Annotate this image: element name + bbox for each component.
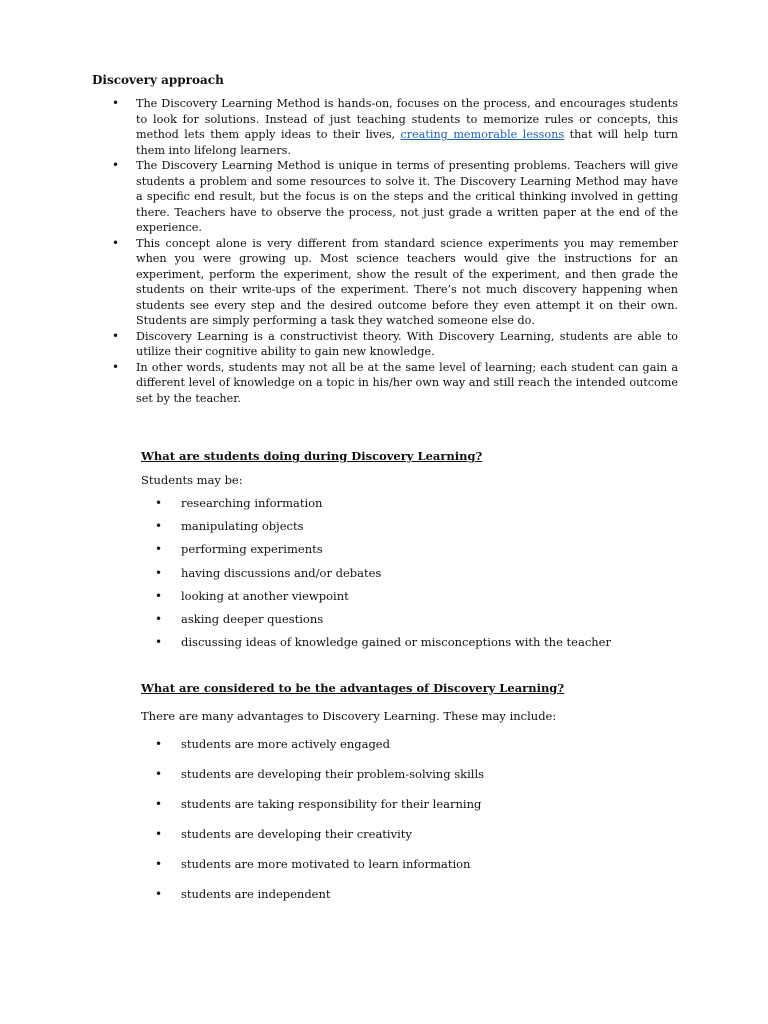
intro-bullet-3	[92, 236, 678, 329]
list-item	[141, 518, 681, 534]
list-item	[141, 826, 681, 842]
intro-bullet-1	[92, 96, 678, 158]
list-item	[141, 886, 681, 902]
intro-bullet-2	[92, 158, 678, 236]
list-item-text: students are independent	[181, 887, 331, 901]
section-students-doing	[141, 448, 681, 657]
creating-memorable-lessons-link[interactable]: creating memorable lessons	[400, 128, 565, 141]
list-item-text: discussing ideas of knowledge gained or misconceptions with the teacher	[181, 635, 611, 650]
advantages-list	[141, 736, 681, 902]
list-item	[141, 541, 681, 557]
bullet-icon: •	[155, 588, 163, 603]
intro-bullet-5	[92, 360, 678, 407]
list-item-text: looking at another viewpoint	[181, 588, 349, 603]
bullet-icon: •	[155, 827, 163, 841]
intro-bullet-list	[92, 96, 678, 406]
list-item	[141, 634, 681, 650]
intro-bullet-1-text-end: that will help turn them into lifelong learners.	[136, 128, 678, 157]
bullet-icon: •	[155, 857, 163, 871]
list-item	[141, 495, 681, 511]
page-title: Discovery approach	[92, 73, 224, 87]
list-item-text: asking deeper questions	[181, 611, 324, 626]
bullet-icon: •	[155, 542, 163, 557]
section-heading-advantages: What are considered to be the advantages of Discovery Learning?	[141, 681, 565, 695]
section-lead-advantages: There are many advantages to Discovery Learning. These may include:	[141, 709, 557, 723]
list-item	[141, 796, 681, 812]
bullet-icon: •	[155, 737, 163, 751]
list-item	[141, 611, 681, 627]
bullet-icon: •	[155, 797, 163, 811]
list-item-text: manipulating objects	[181, 519, 304, 534]
intro-bullet-4-text: Discovery Learning is a constructivist theory. With Discovery Learning, students are able to utilize their cognitive ability to gain new knowledge.	[136, 329, 678, 358]
list-item-text: having discussions and/or debates	[181, 565, 382, 580]
list-item-text: researching information	[181, 496, 323, 510]
list-item-text: students are developing their problem-solving skills	[181, 767, 485, 781]
section-lead-students-doing: Students may be:	[141, 473, 243, 487]
bullet-icon: •	[155, 767, 163, 781]
list-item	[141, 766, 681, 782]
bullet-icon: •	[155, 887, 163, 901]
list-item-text: students are developing their creativity	[181, 827, 412, 841]
intro-bullet-2-text: The Discovery Learning Method is unique in terms of presenting problems. Teachers will give students a problem and some resources to solve it. The Discovery Learning Method may have a specific end result, but the focus is on the steps and the critical thinking involved in getting there. Teachers have to observe the process, not just grade a written paper at the end of the experience.	[136, 159, 678, 234]
list-item-text: students are more actively engaged	[181, 737, 390, 751]
section-heading-students-doing: What are students doing during Discovery Learning?	[141, 449, 483, 463]
list-item-text: students are taking responsibility for their learning	[181, 797, 482, 811]
bullet-icon: •	[112, 158, 120, 172]
list-item	[141, 856, 681, 872]
bullet-icon: •	[112, 359, 120, 374]
intro-bullet-3-text: This concept alone is very different from standard science experiments you may remember when you were growing up. Most science teachers would give the instructions for an experiment, perform the experiment, show the result of the experiment, and then grade the students on their write-ups of the experiment. There’s not much discovery happening when students see every step and the desired outcome before they even attempt it on their own. Students are simply performing a task they watched someone else do.	[136, 236, 678, 327]
bullet-icon: •	[155, 496, 163, 510]
bullet-icon: •	[155, 519, 163, 534]
intro-bullet-4	[92, 329, 678, 360]
bullet-icon: •	[155, 635, 163, 650]
bullet-icon: •	[112, 235, 120, 250]
bullet-icon: •	[155, 565, 163, 580]
bullet-icon: •	[112, 328, 120, 343]
intro-bullet-5-text: In other words, students may not all be at the same level of learning; each student can gain a different level of knowledge on a topic in his/her own way and still reach the intended outcome set by the teacher.	[136, 360, 678, 405]
bullet-icon: •	[112, 96, 120, 110]
list-item	[141, 588, 681, 604]
bullet-icon: •	[155, 611, 163, 626]
students-doing-list	[141, 495, 681, 650]
list-item	[141, 565, 681, 581]
list-item-text: students are more motivated to learn information	[181, 857, 471, 871]
list-item	[141, 736, 681, 752]
intro-bullet-1-text: The Discovery Learning Method is hands-on, focuses on the process, and encourages students to look for solutions. Instead of just teaching students to memorize rules or concepts, this method lets them apply ideas to their lives,	[136, 97, 678, 141]
list-item-text: performing experiments	[181, 542, 323, 557]
section-advantages	[141, 680, 681, 916]
